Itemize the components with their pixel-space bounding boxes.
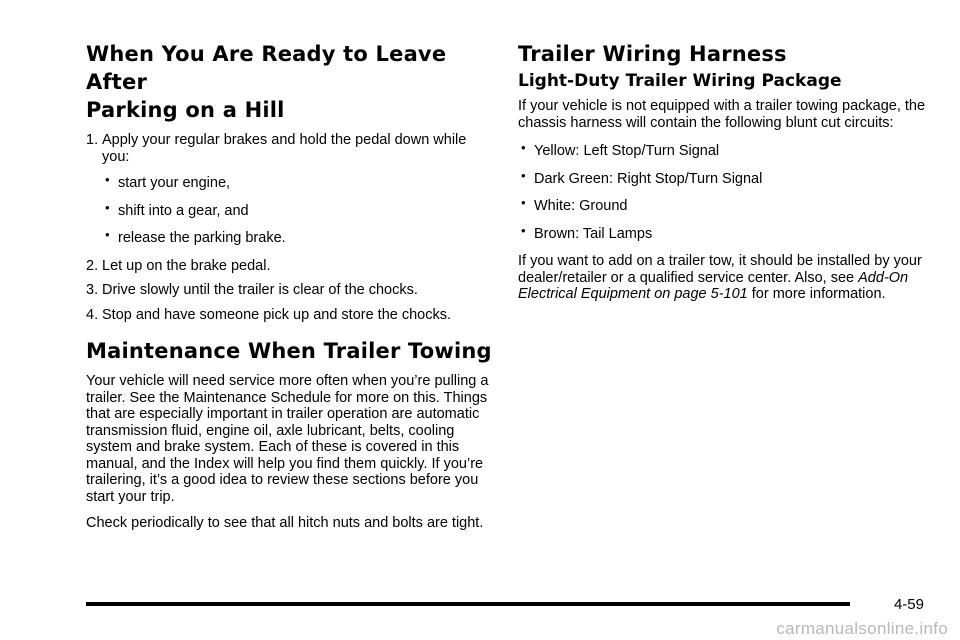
circuit-item: • Yellow: Left Stop/Turn Signal [521,140,720,159]
sub-bullet-item: • shift into a gear, and [105,199,249,219]
bullet-icon: • [521,167,526,183]
wiring-intro-paragraph: If your vehicle is not equipped with a trailer towing package, the chassis harness will contain the following blunt cut circuits: [518,98,926,131]
hitch-check-paragraph: Check periodically to see that all hitch nuts and bolts are tight. [86,515,484,531]
step-text: Stop and have someone pick up and store the chocks. [102,306,452,323]
bullet-icon: • [105,227,110,242]
circuit-item: • White: Ground [521,195,628,214]
circuit-item: • Brown: Tail Lamps [521,222,653,242]
left-column [86,40,496,542]
bullet-icon: • [521,222,526,238]
bullet-icon: • [521,195,526,210]
step-text: Drive slowly until the trailer is clear of the chocks. [102,282,418,298]
section-title-maintenance: Maintenance When Trailer Towing [86,339,492,363]
section-title-wiring-harness: Trailer Wiring Harness [518,42,787,66]
sub-bullet-item: • start your engine, [105,172,231,191]
step-number: 2. [86,257,99,274]
section-title-line1: When You Are Ready to Leave After [86,42,447,94]
step-number: 1. [86,132,99,148]
circuit-list [518,140,928,242]
page-number: 4-59 [893,596,924,613]
right-column [518,40,928,313]
section-title-line2: Parking on a Hill [86,98,285,122]
step-text: Apply your regular brakes and hold the pedal down while you: [102,132,467,165]
circuit-item: • Dark Green: Right Stop/Turn Signal [521,167,763,187]
bullet-icon: • [521,140,526,155]
cross-reference-link[interactable]: Add-On Electrical Equipment on page 5-101 [518,269,909,302]
sub-bullet-list [102,172,496,247]
step-item [86,258,496,275]
trailer-tow-paragraph: If you want to add on a trailer tow, it should be installed by your dealer/retailer or a qualified service center. Also, see Add-On Electrical Equipment on page 5-101 for more information. [518,253,922,302]
step-item [86,132,496,247]
subsection-title-wiring-package: Light-Duty Trailer Wiring Package [518,71,842,91]
step-item [86,307,496,324]
maintenance-paragraph: Your vehicle will need service more often when you’re pulling a trailer. See the Maintenance Schedule for more on this. Things that are especially important in trailer operation are automatic transmission fluid, engine oil, axle lubricant, belts, cooling system and brake system. Each of these is covered in this manual, and the Index will help you find them quickly. If you’re trailering, it’s a good idea to review these sections before you start your trip. [86,373,489,505]
step-number: 3. [86,282,99,298]
step-item [86,282,496,299]
steps-list [86,132,496,323]
step-text: Let up on the brake pedal. [102,257,271,274]
bullet-icon: • [105,172,110,187]
step-number: 4. [86,306,99,323]
footer-rule [86,602,850,606]
sub-bullet-item: • release the parking brake. [105,227,286,246]
section-title-leave-hill [86,40,496,124]
watermark: carmanualsonline.info [776,619,948,638]
bullet-icon: • [105,199,110,215]
